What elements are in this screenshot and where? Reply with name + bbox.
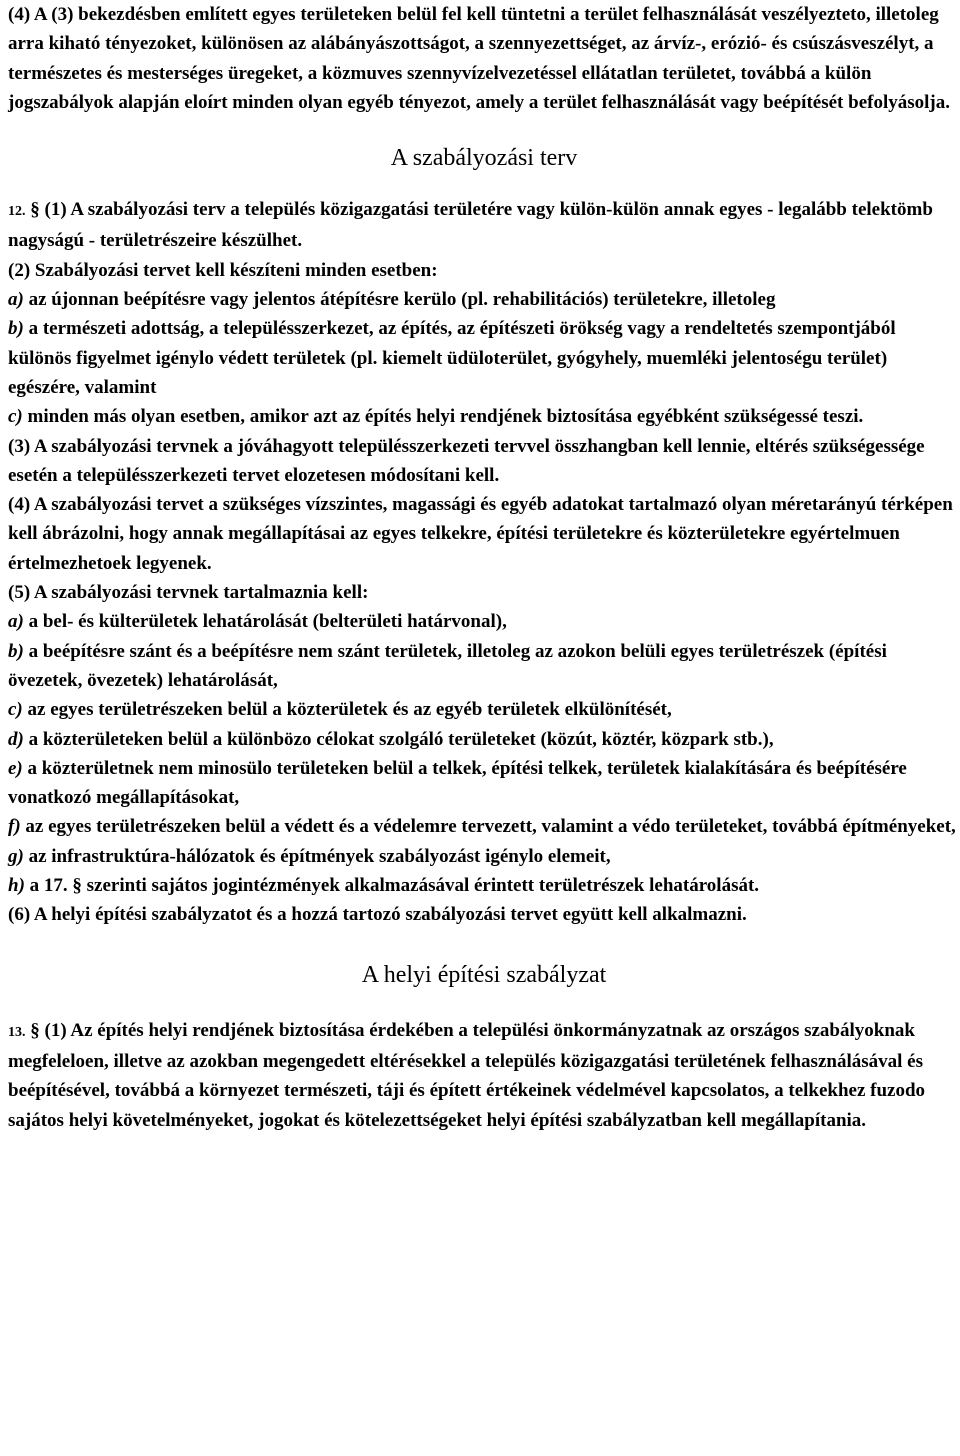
item-text: a természeti adottság, a településszerkezet, az építés, az építészeti örökség vagy a rendeltetés szempontjából különös figyelmet igénylo védett területek (pl. kiemelt üdüloterület, gyógyhely, muemléki jelentoségu terület) egészére, valamint (8, 318, 896, 398)
item-text: az infrastruktúra-hálózatok és építmények szabályozást igénylo elemeit, (23, 845, 611, 867)
list-item-b (8, 314, 960, 402)
item-letter: f) (8, 816, 21, 838)
section-12-paragraph-4: (4) A szabályozási tervet a szükséges vízszintes, magassági és egyéb adatokat tartalmazó olyan méretarányú térképen kell ábrázolni, hogy annak megállapításai az egyes telkekre, építési területekre és közterületekre egyértelmuen értelmezhetoek legyenek. (8, 494, 953, 574)
item-letter: b) (8, 640, 24, 662)
item-text: az újonnan beépítésre vagy jelentos átépítésre kerülo (pl. rehabilitációs) területekre, illetoleg (23, 289, 776, 311)
list-item-f (8, 812, 960, 841)
section-number: 12. (8, 204, 26, 220)
item-text: az egyes területrészeken belül a védett és a védelemre tervezett, valamint a védo területeket, továbbá építményeket, (20, 816, 956, 838)
section-12 (8, 195, 960, 929)
item-letter: a) (8, 289, 24, 311)
section-sign: § (30, 1019, 40, 1041)
item-text: a közterületnek nem minosülo területeken belül a telkek, építési telkek, területek kialakítására és beépítésére vonatkozó megállapításokat, (8, 757, 907, 809)
section-12-paragraph-6: (6) A helyi építési szabályzatot és a hozzá tartozó szabályozási tervet együtt kell alkalmazni. (8, 904, 747, 926)
heading-helyi-epitesi-szabalyzat: A helyi építési szabályzat (361, 961, 607, 988)
list-item-c (8, 402, 960, 431)
item-letter: c) (8, 699, 23, 721)
section-13 (8, 1016, 960, 1135)
section-12-paragraph-1 (8, 195, 960, 256)
item-text: a 17. § szerinti sajátos jogintézmények alkalmazásával érintett területrészek lehatárolását. (24, 875, 760, 897)
item-letter: c) (8, 406, 23, 428)
item-letter: h) (8, 875, 25, 897)
section-13-paragraph-1 (8, 1016, 960, 1135)
section-sign: § (30, 199, 40, 221)
item-text: a beépítésre szánt és a beépítésre nem szánt területek, illetoleg az azokon belüli egyes területrészek (építési övezetek, övezetek) lehatárolását, (8, 640, 887, 691)
list-item-d (8, 725, 960, 754)
list-item-c (8, 695, 960, 724)
item-letter: g) (8, 845, 24, 867)
section-number: 13. (8, 1024, 26, 1040)
document-page (8, 0, 960, 1135)
paragraph-text: (1) A szabályozási terv a település közigazgatási területére vagy külön-külön annak egyes - legalább telektömb nagyságú - területrészeire készülhet. (8, 199, 933, 252)
list-item-e (8, 754, 960, 813)
list-item-b (8, 637, 960, 696)
list-item-a (8, 285, 960, 314)
item-text: a közterületeken belül a különbözo célokat szolgáló területeket (közút, köztér, közpark stb.), (23, 728, 774, 750)
item-text: minden más olyan esetben, amikor azt az építés helyi rendjének biztosítása egyébként szükségessé teszi. (22, 406, 864, 428)
item-text: az egyes területrészeken belül a közterületek és az egyéb területek elkülönítését, (22, 699, 672, 721)
item-letter: d) (8, 728, 24, 750)
heading-szabalyozasi-terv: A szabályozási terv (390, 145, 578, 172)
section-12-paragraph-3: (3) A szabályozási tervnek a jóváhagyott településszerkezeti tervvel összhangban kell lennie, eltérés szükségessége esetén a településszerkezeti tervet elozetesen módosítani kell. (8, 435, 925, 486)
paragraph-text: (1) Az építés helyi rendjének biztosítása érdekében a települési önkormányzatnak az országos szabályoknak megfeleloen, illetve az azokban megengedett eltérésekkel a település közigazgatási területének felhasználásával és beépítésével, továbbá a környezet természeti, táji és épített értékeinek védelmével kapcsolatos, a telkekhez fuzodo sajátos helyi követelményeket, jogokat és kötelezettségeket helyi építési szabályzatban kell megállapítania. (8, 1019, 926, 1131)
list-item-g (8, 842, 960, 871)
list-item-h (8, 871, 960, 900)
intro-paragraph: (4) A (3) bekezdésben említett egyes területeken belül fel kell tüntetni a terület felhasználását veszélyezteto, illetoleg arra kiható tényezoket, különösen az alábányászottságot, a szennyezettséget, az árvíz-, erózió- és csúszásveszélyt, a természetes és mesterséges üregeket, a közmuves szennyvízelvezetéssel ellátatlan területet, továbbá a külön jogszabályok alapján eloírt minden olyan egyéb tényezot, amely a terület felhasználását vagy beépítését befolyásolja. (8, 4, 950, 113)
item-letter: a) (8, 611, 24, 633)
item-text: a bel- és külterületek lehatárolását (belterületi határvonal), (23, 611, 507, 633)
section-12-paragraph-2: (2) Szabályozási tervet kell készíteni minden esetben: (8, 259, 438, 281)
list-item-a (8, 607, 960, 636)
item-letter: e) (8, 757, 23, 779)
section-12-paragraph-5: (5) A szabályozási tervnek tartalmaznia kell: (8, 582, 369, 604)
item-letter: b) (8, 318, 24, 340)
